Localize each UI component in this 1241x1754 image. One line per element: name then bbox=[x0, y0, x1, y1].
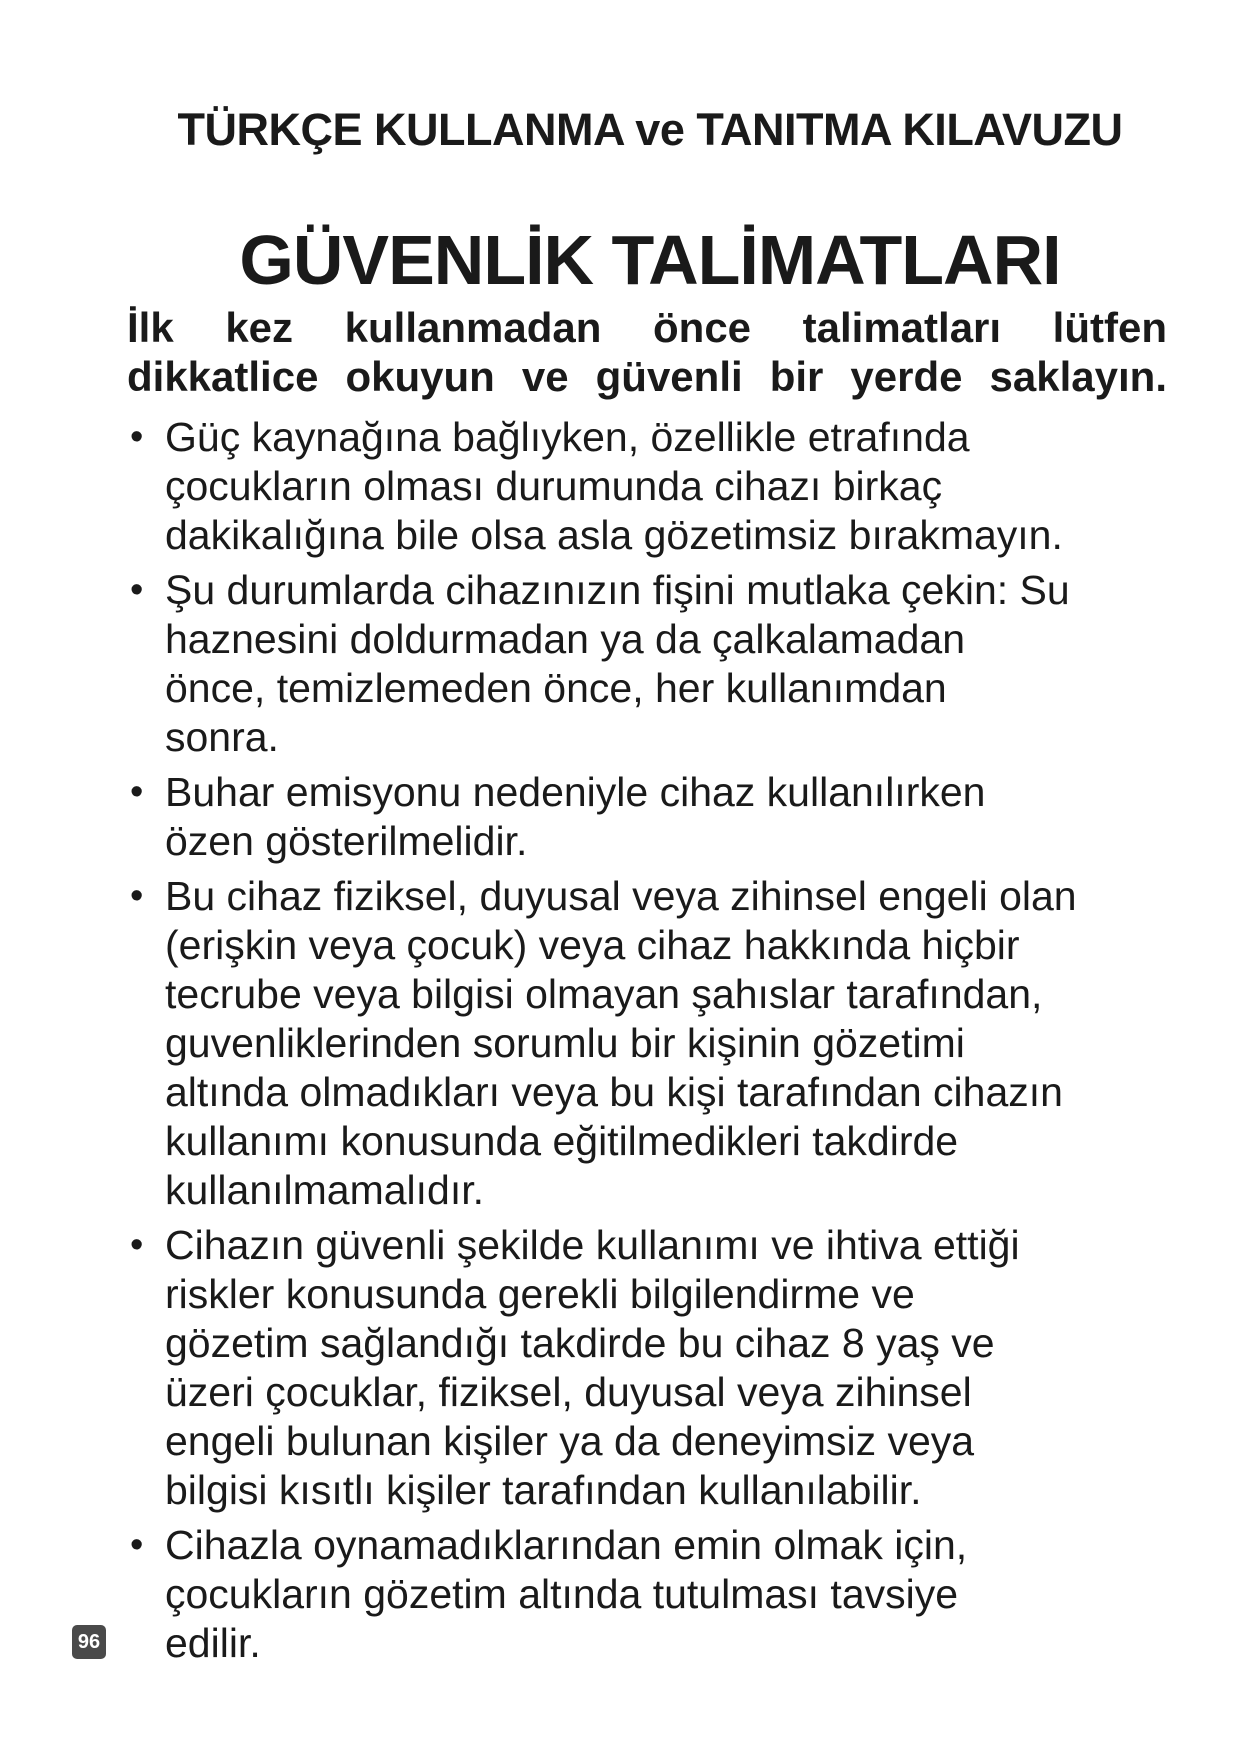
list-item bbox=[130, 768, 1170, 866]
intro-paragraph bbox=[127, 303, 1167, 401]
list-item bbox=[130, 872, 1170, 1215]
text-line: özen gösterilmelidir. bbox=[165, 818, 528, 864]
text-line: çocukların gözetim altında tutulması tavsiye bbox=[165, 1571, 959, 1617]
text-line: kullanılmamalıdır. bbox=[165, 1167, 485, 1213]
list-item bbox=[130, 1521, 1170, 1668]
text-line: gözetim sağlandığı takdirde bu cihaz 8 yaş ve bbox=[165, 1320, 995, 1366]
text-line: Şu durumlarda cihazınızın fişini mutlaka çekin: Su bbox=[165, 567, 1070, 613]
list-item bbox=[130, 1221, 1170, 1515]
page-number-badge: 96 bbox=[72, 1625, 106, 1659]
text-line: guvenliklerinden sorumlu bir kişinin gözetimi bbox=[165, 1020, 965, 1066]
text-line: haznesini doldurmadan ya da çalkalamadan bbox=[165, 616, 966, 662]
safety-instructions-list bbox=[130, 413, 1170, 1674]
text-line: Güç kaynağına bağlıyken, özellikle etrafında bbox=[165, 414, 970, 460]
manual-header: TÜRKÇE KULLANMA ve TANITMA KILAVUZU bbox=[177, 104, 1123, 155]
list-item bbox=[130, 413, 1170, 560]
section-title: GÜVENLİK TALİMATLARI bbox=[239, 221, 1061, 299]
text-line: önce, temizlemeden önce, her kullanımdan bbox=[165, 665, 947, 711]
bullet-icon: • bbox=[130, 875, 144, 917]
text-line: engeli bulunan kişiler ya da deneyimsiz veya bbox=[165, 1418, 975, 1464]
list-item bbox=[130, 566, 1170, 762]
text-line: Bu cihaz fiziksel, duyusal veya zihinsel engeli olan bbox=[165, 873, 1077, 919]
text-line: sonra. bbox=[165, 714, 279, 760]
bullet-icon: • bbox=[130, 1524, 144, 1566]
bullet-icon: • bbox=[130, 416, 144, 458]
bullet-icon: • bbox=[130, 1224, 144, 1266]
text-line: Buhar emisyonu nedeniyle cihaz kullanılırken bbox=[165, 769, 986, 815]
bullet-icon: • bbox=[130, 569, 144, 611]
text-line: (erişkin veya çocuk) veya cihaz hakkında hiçbir bbox=[165, 922, 1020, 968]
text-line: riskler konusunda gerekli bilgilendirme ve bbox=[165, 1271, 915, 1317]
text-line: Cihazın güvenli şekilde kullanımı ve ihtiva ettiği bbox=[165, 1222, 1020, 1268]
text-line: bilgisi kısıtlı kişiler tarafından kullanılabilir. bbox=[165, 1467, 922, 1513]
intro-line: İlk kez kullanmadan önce talimatları lütfen bbox=[127, 304, 1167, 351]
text-line: dakikalığına bile olsa asla gözetimsiz bırakmayın. bbox=[165, 512, 1063, 558]
text-line: edilir. bbox=[165, 1620, 261, 1666]
text-line: çocukların olması durumunda cihazı birkaç bbox=[165, 463, 943, 509]
text-line: altında olmadıkları veya bu kişi tarafından cihazın bbox=[165, 1069, 1063, 1115]
text-line: tecrube veya bilgisi olmayan şahıslar tarafından, bbox=[165, 971, 1043, 1017]
intro-line: dikkatlice okuyun ve güvenli bir yerde saklayın. bbox=[127, 353, 1167, 400]
bullet-icon: • bbox=[130, 771, 144, 813]
text-line: kullanımı konusunda eğitilmedikleri takdirde bbox=[165, 1118, 959, 1164]
text-line: üzeri çocuklar, fiziksel, duyusal veya zihinsel bbox=[165, 1369, 972, 1415]
text-line: Cihazla oynamadıklarından emin olmak için, bbox=[165, 1522, 968, 1568]
